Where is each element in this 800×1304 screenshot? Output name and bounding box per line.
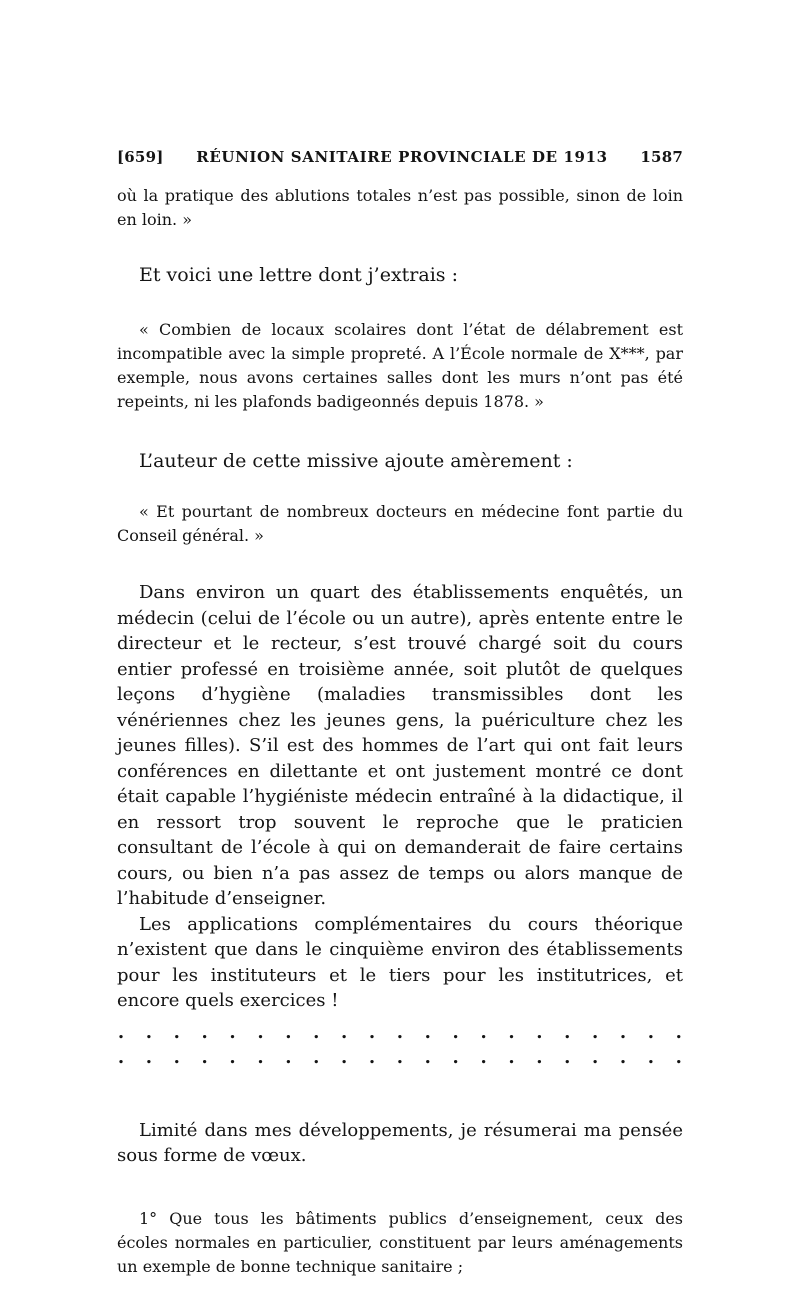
ellipsis-dot: .	[117, 1046, 125, 1068]
ellipsis-dot: .	[592, 1021, 599, 1043]
ellipsis-dot: .	[536, 1046, 543, 1068]
ellipsis-row-1	[117, 1020, 683, 1045]
ellipsis-dot: .	[480, 1046, 487, 1068]
ellipsis-dot: .	[201, 1046, 208, 1068]
ellipsis-dot: .	[452, 1021, 459, 1043]
ellipsis-dot: .	[424, 1046, 431, 1068]
paragraph-wish-1: 1° Que tous les bâtiments publics d’enseignement, ceux des écoles normales en particulier, constituent par leurs aménagements un exemple de bonne technique sanitaire ;	[117, 1208, 683, 1276]
ellipsis-dot: .	[229, 1046, 236, 1068]
paragraph-author-remark: L’auteur de cette missive ajoute amèrement :	[139, 450, 573, 472]
ellipsis-dot: .	[675, 1046, 682, 1068]
ellipsis-dot: .	[647, 1021, 655, 1043]
running-head	[117, 148, 683, 170]
ellipsis-dot: .	[313, 1046, 320, 1068]
ellipsis-dot: .	[145, 1046, 153, 1068]
ellipsis-dot: .	[619, 1046, 627, 1068]
ellipsis-dot: .	[536, 1021, 543, 1043]
ellipsis-dot: .	[117, 1021, 125, 1043]
paragraph-letter-intro: Et voici une lettre dont j’extrais :	[139, 264, 458, 286]
ellipsis-dot: .	[564, 1046, 571, 1068]
ellipsis-dot: .	[173, 1021, 180, 1043]
ellipsis-dot: .	[368, 1046, 376, 1068]
ellipsis-dot: .	[340, 1046, 348, 1068]
ellipsis-dot: .	[452, 1046, 459, 1068]
ellipsis-dot: .	[647, 1046, 655, 1068]
ellipsis-dot: .	[285, 1021, 292, 1043]
ellipsis-dot: .	[508, 1046, 515, 1068]
ellipsis-dot: .	[257, 1021, 264, 1043]
ellipsis-dot: .	[396, 1021, 404, 1043]
ellipsis-dot: .	[368, 1021, 376, 1043]
ellipsis-dot: .	[424, 1021, 431, 1043]
page	[117, 148, 683, 1279]
ellipsis-dot: .	[480, 1021, 487, 1043]
page-number: 1587	[640, 148, 683, 166]
page-reference: [659]	[117, 148, 164, 166]
paragraph-letter-quote: « Combien de locaux scolaires dont l’état de délabrement est incompatible avec la simple propreté. A l’École normale de X***, par exemple, nous avons certaines salles dont les murs n’ont pas été repeints, ni les plafonds badigeonnés depuis 1878. »	[117, 320, 683, 411]
ellipsis-dot: .	[675, 1021, 682, 1043]
paragraph-council-quote: « Et pourtant de nombreux docteurs en médecine font partie du Conseil général. »	[117, 502, 683, 545]
paragraph-quote-end: où la pratique des ablutions totales n’est pas possible, sinon de loin en loin. »	[117, 186, 683, 229]
ellipsis-dot: .	[313, 1021, 320, 1043]
ellipsis-dot: .	[619, 1021, 627, 1043]
paragraph-wishes-intro: Limité dans mes développements, je résumerai ma pensée sous forme de vœux.	[117, 1119, 683, 1166]
paragraph-applications: Les applications complémentaires du cours théorique n’existent que dans le cinquième environ des établissements pour les instituteurs et le tiers pour les institutrices, et encore quels exercices !	[117, 913, 683, 1011]
ellipsis-dot: .	[340, 1021, 348, 1043]
ellipsis-dot: .	[592, 1046, 599, 1068]
ellipsis-dot: .	[508, 1021, 515, 1043]
paragraph-survey: Dans environ un quart des établissements enquêtés, un médecin (celui de l’école ou un autre), après entente entre le directeur et le recteur, s’est trouvé chargé soit du cours entier professé en troisième année, soit plutôt de quelques leçons d’hygiène (maladies transmissibles dont les vénériennes chez les jeunes gens, la puériculture chez les jeunes filles). S’il est des hommes de l’art qui ont fait leurs conférences en dilettante et ont justement montré ce dont était capable l’hygiéniste médecin entraîné à la didactique, il en ressort trop souvent le reproche que le praticien consultant de l’école à qui on demanderait de faire certains cours, ou bien n’a pas assez de temps ou alors manque de l’habitude d’enseigner.	[117, 582, 683, 909]
ellipsis-dot: .	[257, 1046, 264, 1068]
ellipsis-dot: .	[564, 1021, 571, 1043]
ellipsis-row-2	[117, 1045, 683, 1070]
running-title: RÉUNION SANITAIRE PROVINCIALE DE 1913	[196, 148, 608, 166]
ellipsis-dot: .	[201, 1021, 208, 1043]
ellipsis-dot: .	[285, 1046, 292, 1068]
ellipsis-dot: .	[396, 1046, 404, 1068]
ellipsis-dot: .	[145, 1021, 153, 1043]
ellipsis-dot: .	[229, 1021, 236, 1043]
ellipsis-dot: .	[173, 1046, 180, 1068]
